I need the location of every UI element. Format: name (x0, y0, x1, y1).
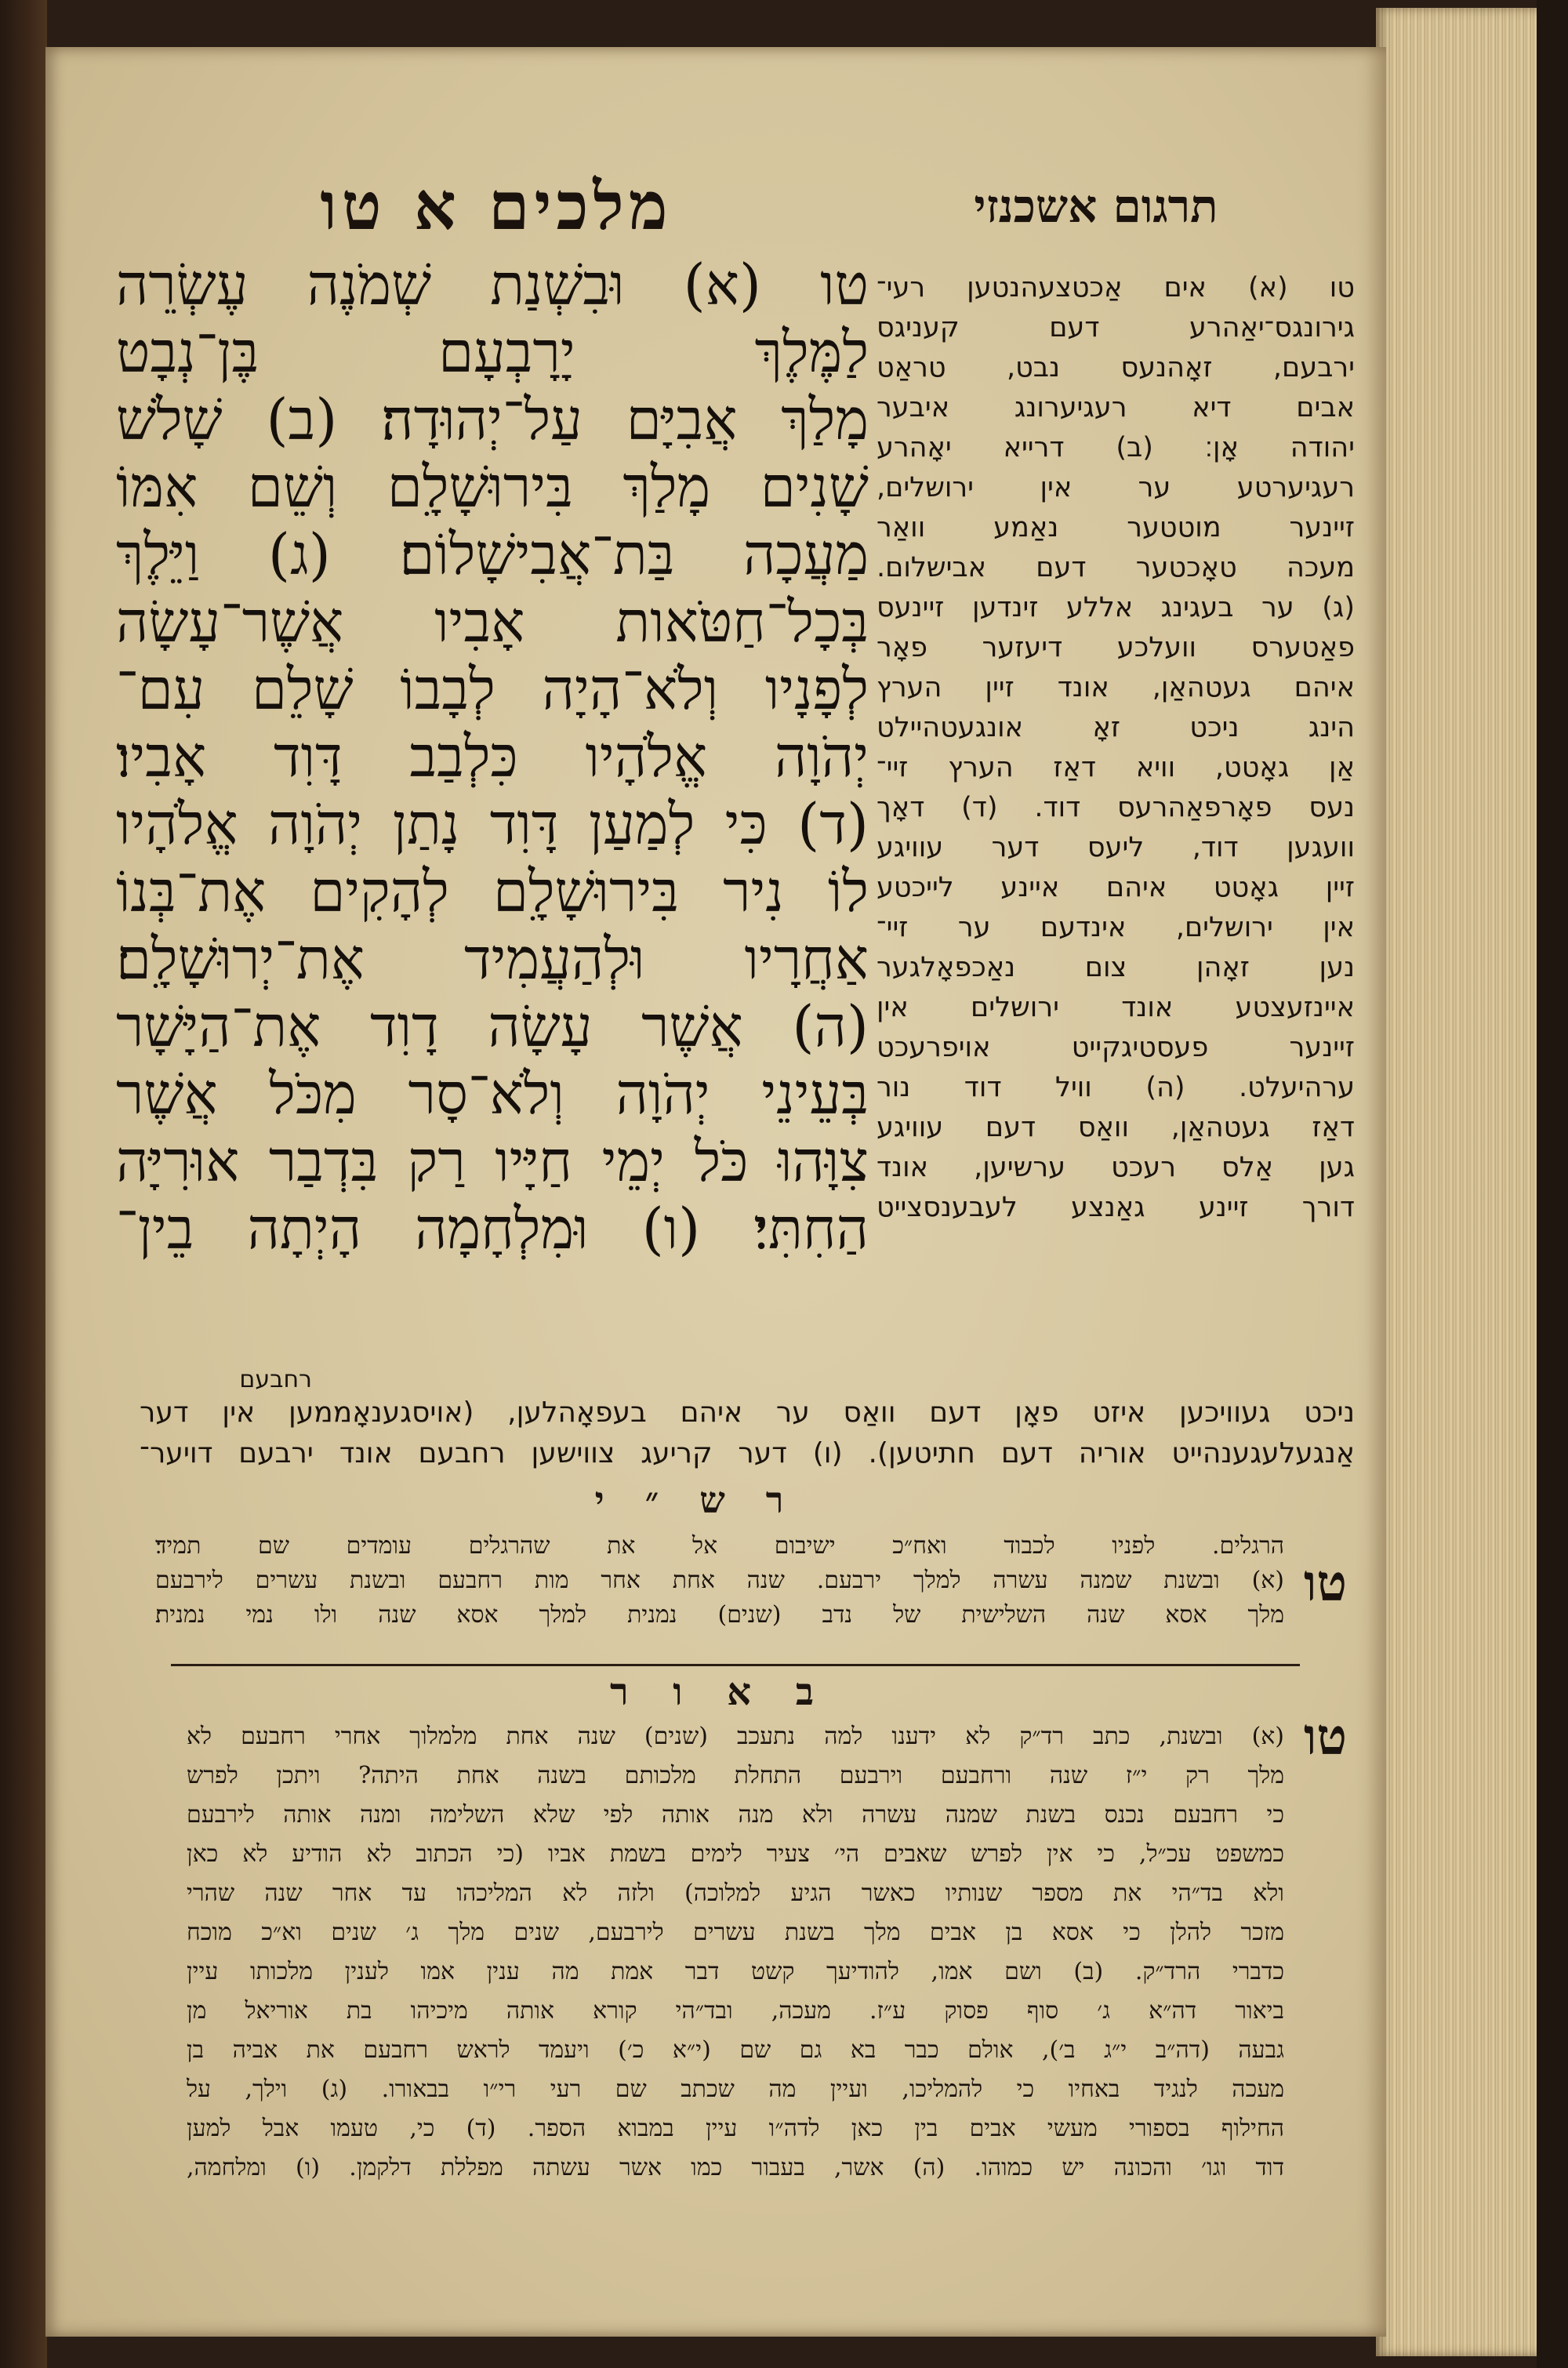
translation-line: יהודה אָן׃ (ב) דרייא יאָהרע (877, 432, 1355, 463)
hebrew-line: יְהֹוָה אֱלֹהָיו כִּלְבַב דָּוִד אָבִיו׃ (116, 724, 869, 790)
commentary-line: החילוף בספורי מעשי אבים בין כאן לדה״ו עיין במבוא הספר. (ד) כי, טעמו אבל למען (187, 2115, 1284, 2142)
translation-line: טו (א) אים אַכטצעהנטען רעי־ (877, 272, 1355, 303)
hebrew-line: טו (א) וּבִשְׁנַת שְׁמֹנֶה עֶשְׂרֵה (116, 252, 869, 318)
translation-line: אבים דיא רעגיערונג איבער (877, 392, 1355, 423)
translation-line: ניכט געוויכען איזט פאָן דעם וואַס ער איהם בעפאָהלען, (אויסגענאָממען אין דער (140, 1396, 1355, 1429)
hebrew-line: (ד) כִּי לְמַעַן דָּוִד נָתַן יְהֹוָה אֱלֹהָיו (116, 791, 869, 857)
commentary-line: מזכר להלן כי אסא בן אבים מלך בשנת עשרים לירבעם, שנים מלך ג׳ שנים וא״כ מוכח (187, 1919, 1284, 1946)
translation-line: זיינער פעסטיגקייט אויפרעכט (877, 1032, 1355, 1063)
translation-line: הינג ניכט זאָ אונגעטהיילט (877, 712, 1355, 743)
commentary-line: דוד וגו׳ והכונה יש כמוהו. (ה) אשר, בעבור כמו אשר עשתה מפללת דלקמן. (ו) ומלחמה, (187, 2154, 1284, 2181)
hebrew-line: הַחִתִּי׃ (ו) וּמִלְחָמָה הָיְתָה בֵין־ (116, 1196, 869, 1262)
hebrew-line: בְּעֵינֵי יְהֹוָה וְלֹא־סָר מִכֹּל אֲשֶׁר (116, 1061, 869, 1127)
background-right (1537, 0, 1568, 2368)
hebrew-line: שָׁנִים מָלַךְ בִּירוּשָׁלִָם וְשֵׁם אִמּוֹ (116, 454, 869, 520)
translation-line: זיין גאָטט איהם איינע לייכטע (877, 872, 1355, 903)
running-header-book: מלכים א טו (320, 167, 673, 245)
commentary-line: גבעה (דה״ב י״ג ב׳), אולם כבר בא גם שם (י״א כ׳) ויעמד לראש רחבעם את אביה בן (187, 2036, 1284, 2064)
translation-line: אין ירושלים, אינדעם ער זיי־ (877, 912, 1355, 943)
hebrew-line: לוֹ נִיר בִּירוּשָׁלִָם לְהָקִים אֶת־בְּנוֹ (116, 859, 869, 924)
translation-line: גירונגס־יאַהרע דעם קעניגס (877, 312, 1355, 343)
chapter-marker: טו (1303, 1708, 1347, 1767)
translation-line: ערהיעלט. (ה) וויל דוד נור (877, 1072, 1355, 1103)
book-binding-edge (0, 0, 47, 2368)
hebrew-line: בְּכָל־חַטֹּאות אָבִיו אֲשֶׁר־עָשָׂה (116, 589, 869, 655)
biur-heading: ב א ו ר (610, 1670, 829, 1714)
commentary-line: הרגלים. לפניו לכבוד ואח״כ ישיבום אל את שהרגלים עומדים שם תמיד׃ (155, 1532, 1284, 1560)
commentary-line: מעכה לנגיד באחיו כי להמליכו, ועיין מה שכתב שם רעי רי״ו בבאורו. (ג) וילך, על (187, 2076, 1284, 2103)
yiddish-translation-column (877, 268, 1355, 1228)
translation-line: דורך זיינע גאַנצע לעבענסצייט (877, 1192, 1355, 1223)
translation-line: (ג) ער בעגינג אללע זינדען זיינעס (877, 592, 1355, 623)
translation-line: דאַז געטהאַן, וואַס דעם עוויגע (877, 1112, 1355, 1143)
hebrew-line: אַחֲרָיו וּלְהַעֲמִיד אֶת־יְרוּשָׁלִָם׃ (116, 926, 869, 992)
hebrew-line: מַעֲכָה בַּת־אֲבִישָׁלוֹם׃ (ג) וַיֵּלֶךְ (116, 521, 869, 587)
translation-line: אַנגעלעגענהייט אוריה דעם חתיטען). (ו) דער קריעג צווישען רחבעם אונד ירבעם דויער־ (140, 1437, 1355, 1469)
translation-line: רעגיערטע ער אין ירושלים, (877, 472, 1355, 503)
translation-line: וועגען דוד, ליעס דער עוויגע (877, 832, 1355, 863)
translation-line: ירבעם, זאָהנעס נבט, טראַט (877, 352, 1355, 383)
commentary-line: כדברי הרד״ק. (ב) ושם אמו, להודיעך קשט דבר אמת מה ענין אמו לענין מלכותו עיין (187, 1958, 1284, 1985)
chapter-marker: טו (1303, 1554, 1347, 1613)
commentary-line: ולא בד״הי את מספר שנותיו כאשר הגיע למלוכה) ולזה לא המליכהו עד אחר שנה שהרי (187, 1880, 1284, 1907)
commentary-line: (א) ובשנת, כתב רד״ק לא ידענו למה נתעכב (שנים) שנה אחת מלמלוך אחרי רחבעם לא (187, 1723, 1284, 1750)
rashi-commentary (155, 1529, 1347, 1633)
translation-line: זיינער מוטטער נאַמע וואַר (877, 512, 1355, 543)
hebrew-line: מָלַךְ אֲבִיָּם עַל־יְהוּדָה׃ (ב) שָׁלֹשׁ (116, 387, 869, 452)
translation-line: נען זאָהן צום נאַכפאָלגער (877, 952, 1355, 983)
hebrew-line: (ה) אֲשֶׁר עָשָׂה דָוִד אֶת־הַיָּשָׁר (116, 993, 869, 1059)
rashi-heading: ר ש ״ י (594, 1479, 798, 1521)
book-page (45, 47, 1386, 2337)
translation-line: איהם געטהאַן, אונד זיין הערץ (877, 672, 1355, 703)
commentary-line: כמשפט עכ״ל, כי אין לפרש שאבים הי׳ צעיר לימים בשמת אביו (כי הכתוב לא הודיע לא כאן (187, 1840, 1284, 1868)
commentary-line: מלך אסא שנה השלישית של נדב (שנים) נמנית למלך אסא שנה ולו נמי נמנית׃ (155, 1601, 1284, 1629)
translation-line: איינזעצטע אונד ירושלים אין (877, 992, 1355, 1023)
hebrew-line: לַמֶּלֶךְ יָרָבְעָם בֶּן־נְבָט (116, 319, 869, 385)
commentary-line: (א) ובשנת שמנה עשרה למלך ירבעם. שנה אחת אחר מות רחבעם ובשנת עשרים לירבעם (155, 1567, 1284, 1594)
hebrew-biblical-text (116, 251, 869, 1262)
hebrew-line: לְפָנָיו וְלֹא־הָיָה לְבָבוֹ שָׁלֵם עִם־ (116, 656, 869, 722)
commentary-line: ביאור דה״א ג׳ סוף פסוק ע״ז. מעכה, ובד״הי קורא אותה מיכיהו בת אוריאל מן (187, 1997, 1284, 2025)
commentary-line: מלך רק י״ז שנה ורחבעם וירבעם התחלת מלכותם בשנה אחת היתה? ויתכן לפרש (187, 1762, 1284, 1789)
translation-line: נעס פאָרפאַהרעס דוד. (ד) דאָך (877, 792, 1355, 823)
marginal-word: רחבעם (239, 1366, 312, 1393)
commentary-line: כי רחבעם נכנס בשנת שמנה עשרה ולא מנה אותה לפי שלא השלימה ומנה אותה לירבעם (187, 1801, 1284, 1829)
hebrew-line: צִוָּהוּ כֹּל יְמֵי חַיָּיו רַק בִּדְבַר אוּרִיָּה (116, 1128, 869, 1194)
section-divider (171, 1664, 1300, 1666)
running-header-translation: תרגום אשכנזי (974, 180, 1218, 233)
book-fore-edge (1376, 8, 1552, 2356)
translation-line: אַן גאָטט, וויא דאַז הערץ זיי־ (877, 752, 1355, 783)
translation-line: גען אַלס רעכט ערשיען, אונד (877, 1152, 1355, 1183)
translation-continuation (140, 1393, 1355, 1474)
translation-line: מעכה טאָכטער דעם אבישלום. (877, 552, 1355, 583)
biur-commentary (187, 1708, 1347, 2188)
translation-line: פאַטערס וועלכע דיעזער פאָר (877, 632, 1355, 663)
